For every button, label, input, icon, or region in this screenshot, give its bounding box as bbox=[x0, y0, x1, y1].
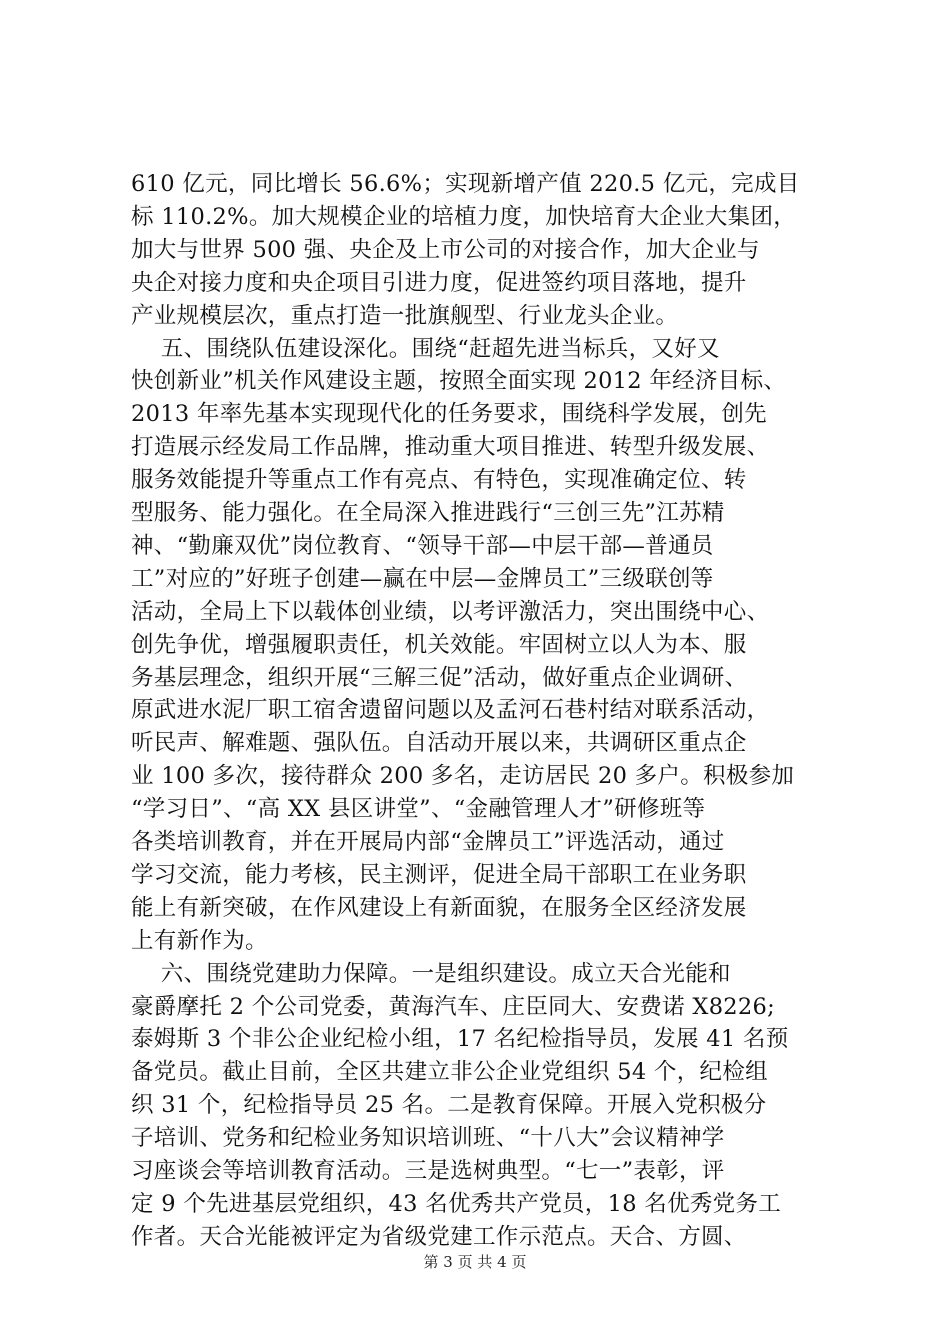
text-line: 原武进水泥厂职工宿舍遗留问题以及孟河石巷村结对联系活动， bbox=[131, 697, 770, 724]
text-line: 作者。天合光能被评定为省级党建工作示范点。天合、方圆、 bbox=[131, 1223, 747, 1250]
text-line: 工”对应的”好班子创建—赢在中层—金牌员工”三级联创等 bbox=[131, 565, 714, 592]
text-line: 备党员。截止目前，全区共建立非公企业党组织 54 个，纪检组 bbox=[131, 1059, 768, 1086]
text-line: 业 100 多次，接待群众 200 多名，走访居民 20 多户。积极参加 bbox=[131, 763, 795, 790]
page-footer: 第 3 页 共 4 页 bbox=[423, 1253, 527, 1271]
text-line: 打造展示经发局工作品牌，推动重大项目推进、转型升级发展、 bbox=[131, 434, 770, 461]
text-line: 各类培训教育，并在开展局内部“金牌员工”评选活动，通过 bbox=[131, 829, 725, 855]
text-line: 定 9 个先进基层党组织，43 名优秀共产党员，18 名优秀党务工 bbox=[131, 1190, 782, 1217]
text-line: 快创新业”机关作风建设主题，按照全面实现 2012 年经济目标、 bbox=[131, 368, 787, 395]
text-line: 2013 年率先基本实现现代化的任务要求，围绕科学发展，创先 bbox=[131, 401, 767, 428]
text-line: 能上有新突破，在作风建设上有新面貌，在服务全区经济发展 bbox=[131, 894, 747, 921]
text-line: 活动，全局上下以载体创业绩，以考评激活力，突出围绕中心、 bbox=[131, 598, 770, 625]
text-line: 六、围绕党建助力保障。一是组织建设。成立天合光能和 bbox=[131, 960, 731, 987]
text-line: 产业规模层次，重点打造一批旗舰型、行业龙头企业。 bbox=[131, 302, 679, 329]
text-line: “学习日”、“高 XX 县区讲堂”、“金融管理人才”研修班等 bbox=[131, 796, 706, 823]
text-line: 神、“勤廉双优”岗位教育、“领导干部—中层干部—普通员 bbox=[131, 532, 714, 559]
text-line: 泰姆斯 3 个非公企业纪检小组，17 名纪检指导员，发展 41 名预 bbox=[131, 1026, 789, 1053]
text-line: 子培训、党务和纪检业务知识培训班、“十八大”会议精神学 bbox=[131, 1125, 725, 1152]
text-line: 五、围绕队伍建设深化。围绕“赶超先进当标兵，又好又 bbox=[131, 335, 720, 362]
text-line: 务基层理念，组织开展“三解三促”活动，做好重点企业调研、 bbox=[131, 664, 748, 691]
text-line: 标 110.2%。加大规模企业的培植力度，加快培育大企业大集团， bbox=[131, 203, 797, 230]
text-line: 610 亿元，同比增长 56.6%；实现新增产值 220.5 亿元，完成目 bbox=[131, 171, 800, 197]
text-line: 上有新作为。 bbox=[131, 927, 268, 954]
text-line: 听民声、解难题、强队伍。自活动开展以来，共调研区重点企 bbox=[131, 730, 747, 757]
text-line: 习座谈会等培训教育活动。三是选树典型。“七一”表彰，评 bbox=[131, 1158, 725, 1184]
text-line: 加大与世界 500 强、央企及上市公司的对接合作，加大企业与 bbox=[131, 236, 760, 263]
text-line: 型服务、能力强化。在全局深入推进践行“三创三先”江苏精 bbox=[131, 500, 725, 526]
text-line: 学习交流，能力考核，民主测评，促进全局干部职工在业务职 bbox=[131, 861, 747, 888]
text-line: 织 31 个，纪检指导员 25 名。二是教育保障。开展入党积极分 bbox=[131, 1092, 767, 1119]
text-line: 豪爵摩托 2 个公司党委，黄海汽车、庄臣同大、安费诺 X8226; bbox=[131, 993, 776, 1020]
text-line: 央企对接力度和央企项目引进力度，促进签约项目落地，提升 bbox=[131, 269, 747, 296]
text-line: 服务效能提升等重点工作有亮点、有特色，实现准确定位、转 bbox=[131, 467, 747, 494]
text-line: 创先争优，增强履职责任，机关效能。牢固树立以人为本、服 bbox=[131, 631, 747, 658]
